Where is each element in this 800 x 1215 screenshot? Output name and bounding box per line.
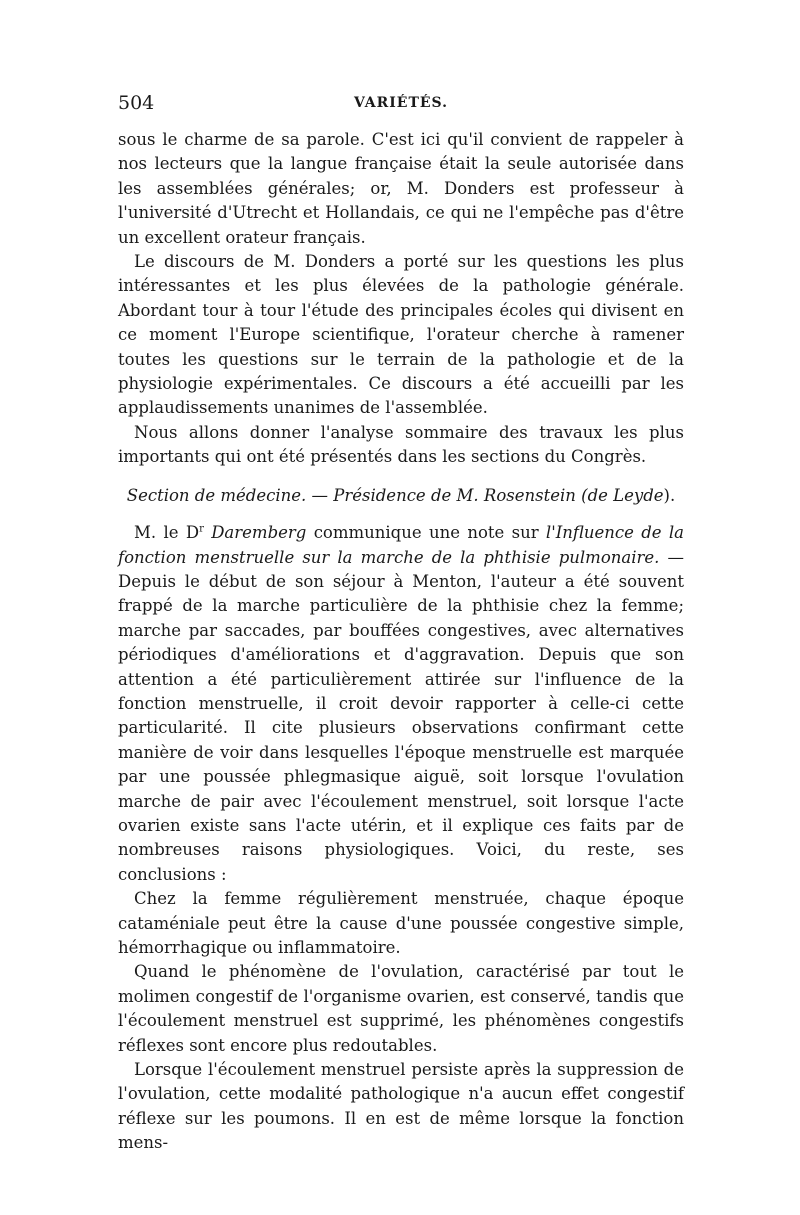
section-place: de Leyde [587, 485, 664, 505]
page-header [118, 92, 684, 118]
paragraph-7: Lorsque l'écoulement menstruel persiste après la suppression de l'ovulation, cette modalité pathologique n'a aucun effet congestif réflexe sur les poumons. Il en est de même lorsque la fonction mens- [118, 1060, 684, 1153]
paragraph-5: Chez la femme régulièrement menstruée, chaque époque cataméniale peut être la cause d'une poussée congestive simple, hémorrhagique ou inflammatoire. [118, 889, 684, 957]
p4-middle: communique une note sur [306, 523, 546, 543]
p4-superscript: r [199, 523, 204, 535]
section-heading [118, 484, 684, 508]
running-title: VARIÉTÉS. [353, 95, 449, 111]
paragraph-3: Nous allons donner l'analyse sommaire des travaux les plus importants qui ont été présentés dans les sections du Congrès. [118, 422, 684, 467]
article-body [118, 128, 684, 1156]
author-name: Daremberg [211, 523, 307, 543]
note-title: l'Influence de la fonction menstruelle sur la marche de la phthisie pulmonaire. [118, 523, 685, 567]
p4-rest: — Depuis le début de son séjour à Menton, l'auteur a été souvent frappé de la marche particulière de la phthisie chez la femme; marche par saccades, par bouffées congestives, avec alternatives périodiques d'améliorations et d'aggravation. Depuis que son attention a été particulièrement attirée sur l'influence de la fonction menstruelle, il croit devoir rapporter à celle-ci cette particularité. Il cite plusieurs observations confirmant cette manière de voir dans lesquelles l'époque menstruelle est marquée par une poussée phlegmasique aiguë, soit lorsque l'ovulation marche de pair avec l'écoulement menstruel, soit lorsque l'acte ovarien existe sans l'acte utérin, et il explique ces faits par de nombreuses raisons physiologiques. Voici, du reste, ses conclusions : [118, 547, 684, 884]
paragraph-2: Le discours de M. Donders a porté sur les questions les plus intéressantes et les plus élevées de la pathologie générale. Abordant tour à tour l'étude des principales écoles qui divisent en ce moment l'Europe scientifique, l'orateur cherche à ramener toutes les questions sur le terrain de la pathologie et de la physiologie expérimentales. Ce discours a été accueilli par les applaudissements unanimes de l'assemblée. [118, 252, 684, 418]
paragraph-4 [118, 521, 684, 887]
page-number: 504 [118, 92, 155, 114]
paragraph-6: Quand le phénomène de l'ovulation, caractérisé par tout le molimen congestif de l'organisme ovarien, est conservé, tandis que l'écoulement menstruel est supprimé, les phénomènes congestifs réflexes sont encore plus redoutables. [118, 962, 684, 1055]
p4-prefix: M. le D [134, 523, 200, 543]
paragraph-1: sous le charme de sa parole. C'est ici qu'il convient de rappeler à nos lecteurs que la langue française était la seule autorisée dans les assemblées générales; or, M. Donders est professeur à l'université d'Utrecht et Hollandais, ce qui ne l'empêche pas d'être un excellent orateur français. [118, 130, 684, 247]
section-title: Section de médecine. — Présidence de M. Rosenstein ( [126, 485, 588, 505]
section-close: ). [663, 485, 676, 505]
